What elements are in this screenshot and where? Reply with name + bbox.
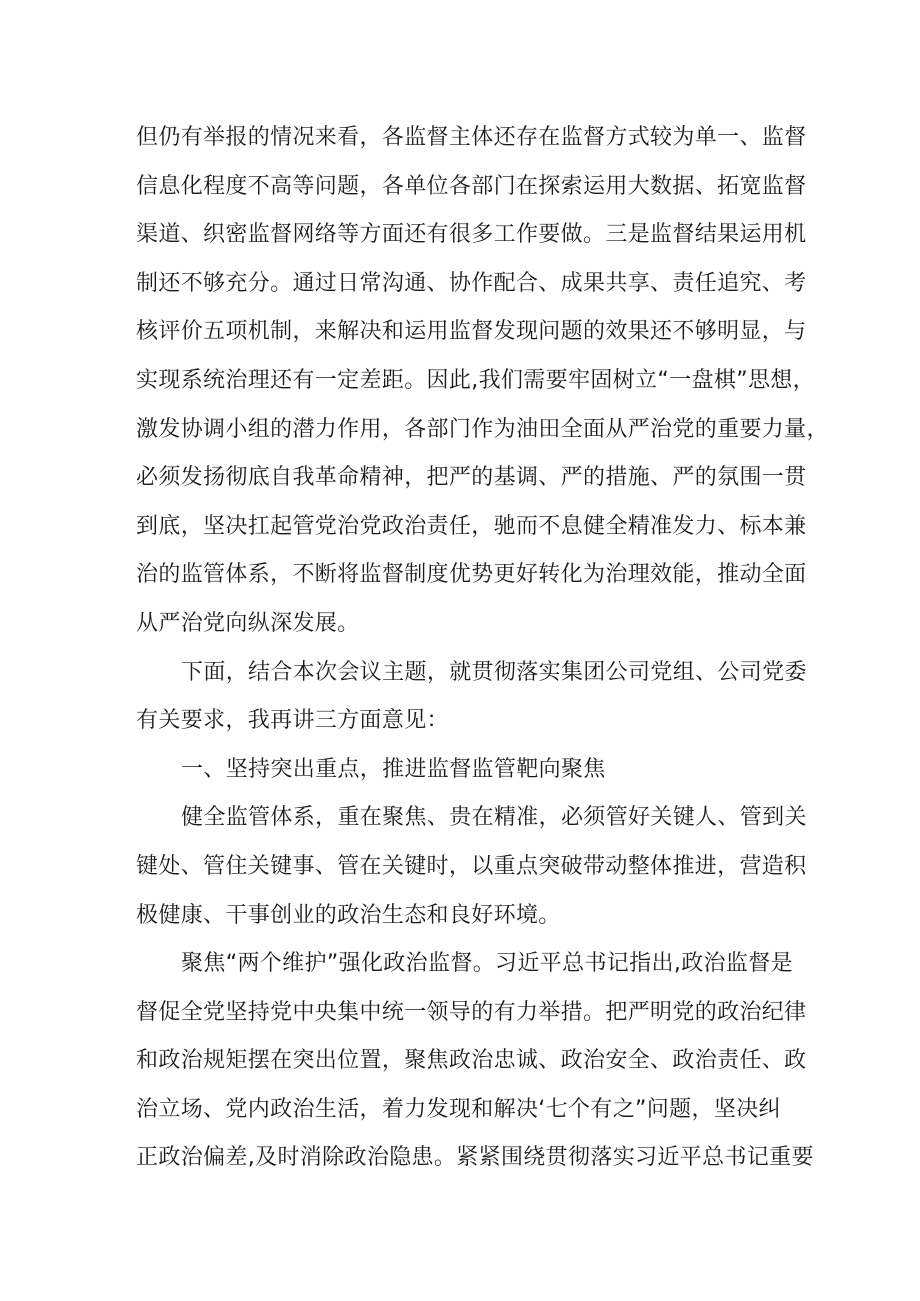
paragraph-start-line: 聚焦“两个维护”强化政治监督。习近平总书记指出,政治监督是 — [181, 951, 793, 977]
text-line: 治立场、党内政治生活，着力发现和解决‘七个有之”问题，坚决纠 — [136, 1096, 781, 1122]
section-heading: 一、坚持突出重点，推进监督监管靶向聚焦 — [181, 756, 606, 782]
text-line: 实现系统治理还有一定差距。因此,我们需要牢固树立“一盘棋”思想， — [136, 367, 815, 393]
text-line: 治的监管体系，不断将监督制度优势更好转化为治理效能，推动全面 — [136, 562, 807, 588]
text-line: 核评价五项机制，来解决和运用监督发现问题的效果还不够明显，与 — [136, 319, 807, 345]
text-line: 督促全党坚持党中央集中统一领导的有力举措。把严明党的政治纪律 — [136, 999, 807, 1025]
body-text — [136, 114, 829, 1183]
text-line: 极健康、干事创业的政治生态和良好环境。 — [136, 902, 561, 928]
text-line: 和政治规矩摆在突出位置，聚焦政治忠诚、政治安全、政治责任、政 — [136, 1048, 807, 1074]
text-line: 到底，坚决扛起管党治党政治责任，驰而不息健全精准发力、标本兼 — [136, 513, 807, 539]
text-line: 制还不够充分。通过日常沟通、协作配合、成果共享、责任追究、考 — [136, 270, 807, 296]
text-line: 信息化程度不高等问题，各单位各部门在探索运用大数据、拓宽监督 — [136, 173, 807, 199]
text-line: 渠道、织密监督网络等方面还有很多工作要做。三是监督结果运用机 — [136, 222, 807, 248]
paragraph-start-line: 下面，结合本次会议主题，就贯彻落实集团公司党组、公司党委 — [181, 659, 807, 685]
text-line: 正政治偏差,及时消除政治隐患。紧紧围绕贯彻落实习近平总书记重要 — [136, 1145, 814, 1171]
text-line: 键处、管住关键事、管在关键时，以重点突破带动整体推进，营造积 — [136, 853, 807, 879]
text-line: 激发协调小组的潜力作用，各部门作为油田全面从严治党的重要力量， — [136, 416, 829, 442]
text-line: 但仍有举报的情况来看，各监督主体还存在监督方式较为单一、监督 — [136, 125, 807, 150]
text-line: 有关要求，我再讲三方面意见： — [136, 708, 449, 734]
text-line: 从严治党向纵深发展。 — [136, 610, 360, 636]
paragraph-start-line: 健全监管体系，重在聚焦、贵在精准，必须管好关键人、管到关 — [181, 805, 807, 831]
text-line: 必须发扬彻底自我革命精神，把严的基调、严的措施、严的氛围一贯 — [136, 465, 807, 491]
